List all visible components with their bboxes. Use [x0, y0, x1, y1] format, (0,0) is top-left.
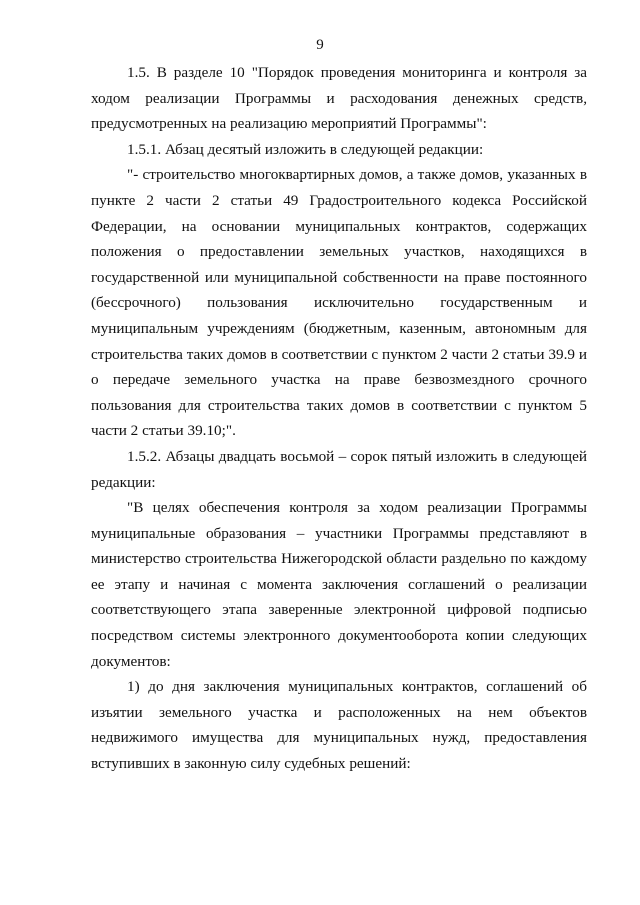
paragraph-1-5-2-heading: 1.5.2. Абзацы двадцать восьмой – сорок пятый изложить в следующей редакции: [91, 447, 587, 491]
paragraph-1-5-2-text: "В целях обеспечения контроля за ходом реализации Программы муниципальные образования – участники Программы представляют в министерство строительства Нижегородской области раздельно по каждому ее этапу и начиная с момента заключения соглашений о реализации соответствующего этапа заверенные электронной цифровой подписью посредством системы электронного документооборота копии следующих документов: [91, 499, 587, 670]
paragraph-1-5-1-heading: 1.5.1. Абзац десятый изложить в следующей редакции: [127, 140, 484, 158]
document-body [91, 60, 587, 777]
page-number: 9 [316, 37, 324, 53]
paragraph-section-1-5: 1.5. В разделе 10 "Порядок проведения мониторинга и контроля за ходом реализации Программы и расходования денежных средств, предусмотренных на реализацию мероприятий Программы": [91, 64, 587, 133]
paragraph-1-5-1-text: "- строительство многоквартирных домов, а также домов, указанных в пункте 2 части 2 статьи 49 Градостроительного кодекса Российской Федерации, на основании муниципальных контрактов, содержащих положения о предоставлении земельных участков, находящихся в государственной или муниципальной собственности на праве постоянного (бессрочного) пользования исключительно государственным и муниципальным учреждениям (бюджетным, казенным, автономным для строительства таких домов в соответствии с пунктом 2 части 2 статьи 39.9 и о передаче земельного участка на праве безвозмездного срочного пользования для строительства таких домов в соответствии с пунктом 5 части 2 статьи 39.10;". [91, 166, 587, 440]
paragraph-item-1: 1) до дня заключения муниципальных контрактов, соглашений об изъятии земельного участка и расположенных на нем объектов недвижимого имущества для муниципальных нужд, предоставления вступивших в законную силу судебных решений: [91, 678, 587, 773]
